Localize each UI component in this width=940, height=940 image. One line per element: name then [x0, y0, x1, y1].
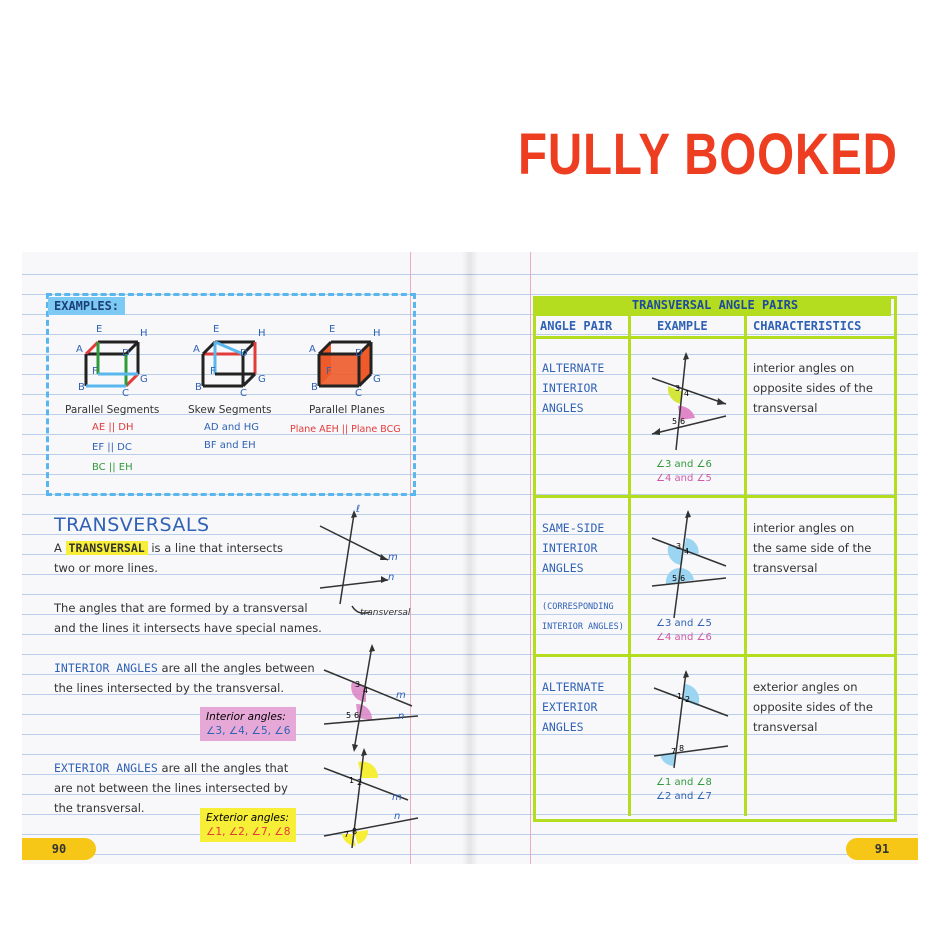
vertex-label: E — [329, 324, 336, 335]
vertex-label: A — [193, 344, 200, 355]
table-divider — [628, 316, 631, 816]
vertex-label: A — [76, 344, 83, 355]
exterior-term: EXTERIOR ANGLES — [54, 761, 158, 775]
cube-relation: BF and EH — [204, 440, 256, 451]
transversal-label: transversal — [360, 608, 411, 618]
name-line: ANGLES — [542, 720, 584, 734]
examples-label: EXAMPLES: — [48, 297, 125, 315]
cube-relation: Plane AEH || Plane BCG — [290, 424, 401, 435]
vertex-label: E — [213, 324, 220, 335]
characteristics — [753, 518, 883, 578]
vertex-label: B — [195, 382, 202, 393]
para2-line-1: The angles that are formed by a transversal — [54, 601, 308, 615]
pair-line: ∠1 and ∠8 — [656, 777, 712, 788]
intro-prefix: A — [54, 541, 62, 555]
interior-angles-diagram — [322, 644, 422, 754]
angle-number: 5 — [672, 417, 678, 426]
angle-number: 3 — [675, 384, 681, 393]
pair-line: ∠2 and ∠7 — [656, 791, 712, 802]
vertex-label: H — [373, 328, 381, 339]
left-page — [22, 252, 470, 864]
angle-number: 6 — [354, 711, 360, 720]
line-label-n: n — [388, 572, 395, 583]
alternate-interior-diagram — [650, 352, 730, 452]
angle-number: 2 — [357, 778, 363, 787]
name-line: ANGLES — [542, 561, 584, 575]
pair-line: ∠3 and ∠6 — [656, 459, 712, 470]
name-line: ANGLES — [542, 401, 584, 415]
char-line: transversal — [753, 561, 818, 575]
angle-number: 3 — [355, 680, 361, 689]
cube-relation: BC || EH — [92, 462, 133, 473]
intro-line-2: two or more lines. — [54, 561, 158, 575]
pair-line: ∠3 and ∠5 — [656, 618, 712, 629]
cube-relation: AE || DH — [92, 422, 134, 433]
vertex-label: G — [373, 374, 381, 385]
angle-number: 4 — [684, 547, 690, 556]
vertex-label: G — [258, 374, 266, 385]
brand-logo — [518, 122, 898, 188]
table-header: EXAMPLE — [657, 319, 708, 333]
intro-line — [54, 541, 283, 555]
angle-number: 2 — [685, 695, 691, 704]
page-number-left: 90 — [22, 838, 96, 860]
angle-number: 8 — [352, 827, 358, 836]
vertex-label: A — [309, 344, 316, 355]
line-label-m: m — [388, 552, 398, 563]
cube-relation: AD and HG — [204, 422, 259, 433]
cube-caption: Parallel Planes — [309, 404, 385, 416]
vertex-label: F — [210, 366, 216, 377]
table-divider — [744, 316, 747, 816]
line-label-m: m — [396, 690, 406, 701]
line-label-m: m — [392, 792, 402, 803]
vertex-label: C — [122, 388, 129, 399]
table-divider — [533, 495, 894, 498]
angle-number: 4 — [684, 389, 690, 398]
angle-number: 8 — [679, 744, 685, 753]
line-label-n: n — [398, 711, 405, 722]
vertex-label: C — [355, 388, 362, 399]
vertex-label: H — [140, 328, 148, 339]
vertex-label: B — [311, 382, 318, 393]
exterior-box-title: Exterior angles: — [206, 812, 289, 824]
angle-number: 5 — [346, 711, 352, 720]
angle-number: 5 — [672, 574, 678, 583]
vertex-label: G — [140, 374, 148, 385]
angle-number: 3 — [676, 542, 682, 551]
vertex-label: F — [92, 366, 98, 377]
transversal-diagram — [318, 504, 418, 624]
angle-number: 1 — [677, 692, 683, 701]
table-header: ANGLE PAIR — [540, 319, 613, 333]
exterior-line-3: the transversal. — [54, 801, 145, 815]
interior-line-2: the lines intersected by the transversal. — [54, 681, 285, 695]
char-line: interior angles on — [753, 361, 855, 375]
para2-line-2: and the lines it intersects have special names. — [54, 621, 322, 635]
table-title: TRANSVERSAL ANGLE PAIRS — [631, 298, 799, 312]
exterior-rest: are all the angles that — [161, 761, 289, 775]
interior-term: INTERIOR ANGLES — [54, 661, 158, 675]
characteristics — [753, 677, 883, 737]
cube-relation: EF || DC — [92, 442, 132, 453]
exterior-line-2: are not between the lines intersected by — [54, 781, 288, 795]
cube-caption: Parallel Segments — [65, 404, 160, 416]
exterior-angles-diagram — [322, 748, 422, 848]
exterior-box-values: ∠1, ∠2, ∠7, ∠8 — [206, 826, 291, 838]
section-title: TRANSVERSALS — [54, 514, 210, 536]
angle-number: 7 — [344, 830, 350, 839]
angle-number: 1 — [349, 776, 355, 785]
name-line: ALTERNATE — [542, 680, 605, 694]
pair-line: ∠4 and ∠6 — [656, 632, 712, 643]
table-divider — [533, 654, 894, 657]
vertex-label: D — [355, 348, 363, 359]
exterior-angles-box — [200, 808, 296, 842]
char-line: the same side of the — [753, 541, 872, 555]
table-header: CHARACTERISTICS — [753, 319, 862, 333]
interior-line — [54, 661, 315, 675]
angle-number: 4 — [363, 686, 369, 695]
char-line: transversal — [753, 401, 818, 415]
corresponding-note: (CORRESPONDING — [542, 602, 614, 612]
vertex-label: C — [240, 388, 247, 399]
vertex-label: D — [122, 348, 130, 359]
angle-pair-name — [542, 677, 604, 737]
angle-pair-name — [542, 358, 604, 418]
vertex-label: B — [78, 382, 85, 393]
book-spread — [22, 252, 918, 864]
interior-rest: are all the angles between — [161, 661, 315, 675]
angle-number: 7 — [671, 747, 677, 756]
brand-name: FULLY BOOKED — [518, 122, 898, 187]
name-line: EXTERIOR — [542, 700, 598, 714]
line-label-l: ℓ — [356, 504, 361, 515]
name-line: SAME-SIDE — [542, 521, 605, 535]
alternate-exterior-diagram — [652, 670, 732, 770]
corresponding-note: INTERIOR ANGLES) — [542, 622, 624, 632]
page-number-right: 91 — [846, 838, 918, 860]
same-side-interior-diagram — [650, 510, 730, 620]
interior-box-values: ∠3, ∠4, ∠5, ∠6 — [206, 725, 291, 737]
right-page — [470, 252, 918, 864]
char-line: opposite sides of the — [753, 381, 873, 395]
name-line: INTERIOR — [542, 541, 598, 555]
characteristics — [753, 358, 883, 418]
line-label-n: n — [394, 811, 401, 822]
exterior-line — [54, 761, 288, 775]
angle-number: 6 — [680, 417, 686, 426]
table-divider — [533, 336, 894, 339]
angle-number: 6 — [680, 574, 686, 583]
vertex-label: F — [326, 366, 332, 377]
name-line: INTERIOR — [542, 381, 598, 395]
name-line: ALTERNATE — [542, 361, 605, 375]
interior-box-title: Interior angles: — [206, 711, 286, 723]
cube-caption: Skew Segments — [188, 404, 272, 416]
intro-rest: is a line that intersects — [151, 541, 284, 555]
intro-term: TRANSVERSAL — [66, 541, 148, 555]
pair-line: ∠4 and ∠5 — [656, 473, 712, 484]
vertex-label: D — [240, 348, 248, 359]
char-line: exterior angles on — [753, 680, 858, 694]
angle-pair-name — [542, 518, 604, 578]
margin-line — [530, 252, 531, 864]
char-line: interior angles on — [753, 521, 855, 535]
char-line: opposite sides of the — [753, 700, 873, 714]
char-line: transversal — [753, 720, 818, 734]
interior-angles-box — [200, 707, 296, 741]
vertex-label: E — [96, 324, 103, 335]
vertex-label: H — [258, 328, 266, 339]
